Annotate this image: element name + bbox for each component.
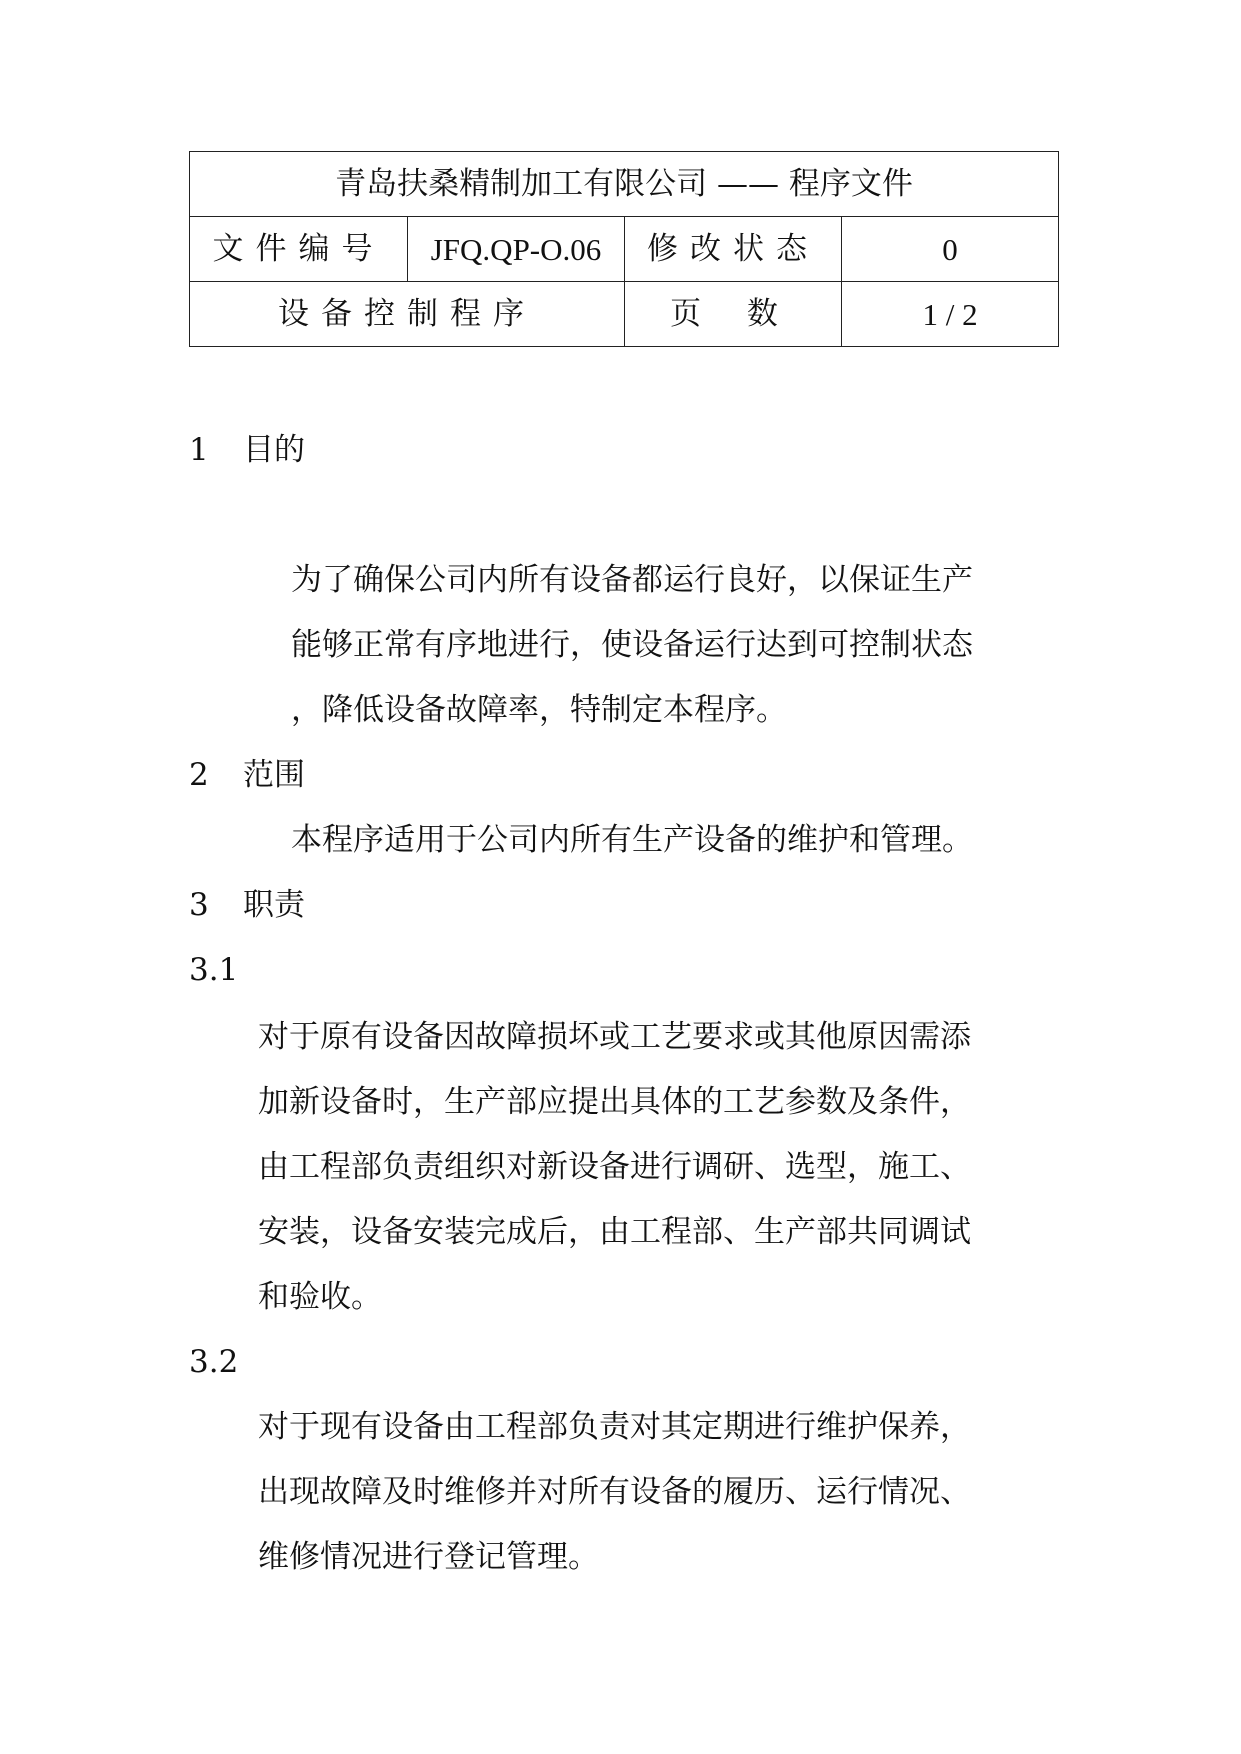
paragraph-line: 对于现有设备由工程部负责对其定期进行维护保养， xyxy=(258,1409,971,1445)
section-1-heading xyxy=(189,430,305,470)
section-2-heading xyxy=(189,755,305,795)
section-number: 2 xyxy=(189,757,209,793)
paragraph-line: 对于原有设备因故障损坏或工艺要求或其他原因需添 xyxy=(258,1019,971,1055)
paragraph-line: 和验收。 xyxy=(258,1279,382,1315)
paragraph-line: ，降低设备故障率，特制定本程序。 xyxy=(291,692,787,728)
paragraph-line: 由工程部负责组织对新设备进行调研、选型，施工、 xyxy=(258,1149,971,1185)
pages-label: 页 数 xyxy=(625,282,842,347)
doc-number-value: JFQ.QP-O.06 xyxy=(408,217,625,282)
paragraph-line: 安装，设备安装完成后，由工程部、生产部共同调试 xyxy=(258,1214,971,1250)
doc-number-label: 文件编号 xyxy=(190,217,408,282)
paragraph-line: 能够正常有序地进行，使设备运行达到可控制状态 xyxy=(291,627,973,663)
section-number: 1 xyxy=(189,432,209,468)
paragraph-line: 加新设备时，生产部应提出具体的工艺参数及条件， xyxy=(258,1084,971,1120)
revision-label: 修改状态 xyxy=(625,217,842,282)
paragraph-line: 出现故障及时维修并对所有设备的履历、运行情况、 xyxy=(258,1474,971,1510)
subsection-3-1-number: 3.1 xyxy=(189,952,239,988)
paragraph-line: 本程序适用于公司内所有生产设备的维护和管理。 xyxy=(291,822,973,858)
document-header-table xyxy=(189,151,1059,347)
section-title: 目的 xyxy=(243,432,305,468)
section-number: 3 xyxy=(189,887,209,923)
paragraph-line: 维修情况进行登记管理。 xyxy=(258,1539,599,1575)
revision-value: 0 xyxy=(842,217,1059,282)
section-title: 职责 xyxy=(243,887,305,923)
subsection-3-2-number: 3.2 xyxy=(189,1344,239,1380)
company-title: 青岛扶桑精制加工有限公司 —— 程序文件 xyxy=(190,152,1059,217)
paragraph-line: 为了确保公司内所有设备都运行良好，以保证生产 xyxy=(291,562,973,598)
procedure-name: 设备控制程序 xyxy=(190,282,625,347)
section-3-heading xyxy=(189,885,305,925)
section-title: 范围 xyxy=(243,757,305,793)
pages-value: 1 / 2 xyxy=(842,282,1059,347)
